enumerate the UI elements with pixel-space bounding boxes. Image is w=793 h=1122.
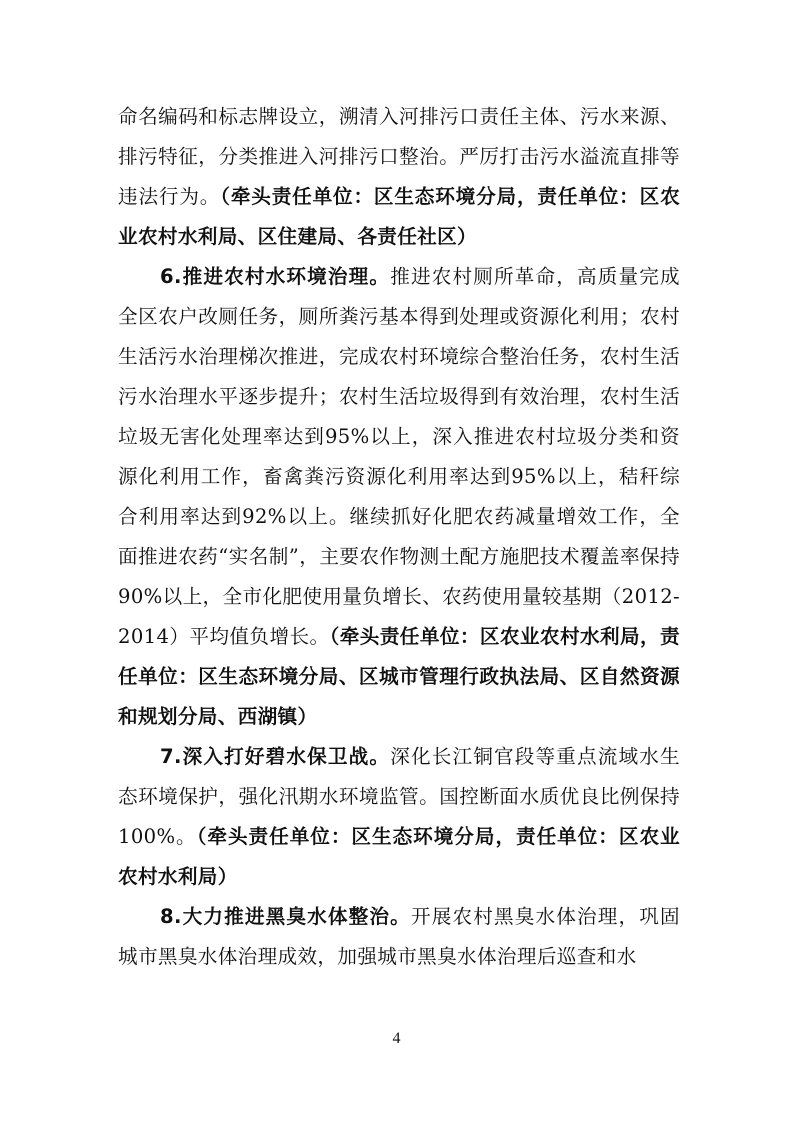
paragraph-clear-water xyxy=(118,737,680,897)
paragraph-rural-water xyxy=(118,257,680,737)
paragraph-text: 推进农村厕所革命，高质量完成全区农户改厕任务，厕所粪污基本得到处理或资源化利用；农村生活污水治理梯次推进，完成农村环境综合整治任务，农村生活污水治理水平逐步提升；农村生活垃圾得到有效治理，农村生活垃圾无害化处理率达到95%以上，深入推进农村垃圾分类和资源化利用工作，畜禽粪污资源化利用率达到95%以上，秸秆综合利用率达到92%以上。继续抓好化肥农药减量增效工作，全面推进农药“实名制”，主要农作物测土配方施肥技术覆盖率保持90%以上，全市化肥使用量负增长、农药使用量较基期（2012-2014）平均值负增长。 xyxy=(118,265,680,648)
paragraph-text: 深化长江铜官段等重点流域水生态环境保护，强化汛期水环境监管。国控断面水质优良比例保持100%。 xyxy=(118,745,680,848)
section-heading: 7.深入打好碧水保卫战。 xyxy=(160,745,391,768)
body-text xyxy=(118,97,680,977)
responsible-units: （牵头责任单位：区农业农村水利局，责任单位：区生态环境分局、区城市管理行政执法局、区自然资源和规划分局、西湖镇） xyxy=(118,625,680,728)
paragraph-text: 命名编码和标志牌设立，溯清入河排污口责任主体、污水来源、排污特征，分类推进入河排污口整治。严厉打击污水溢流直排等违法行为。 xyxy=(118,105,680,208)
responsible-units: （牵头责任单位：区生态环境分局，责任单位：区农业农村水利局、区住建局、各责任社区） xyxy=(118,185,681,248)
paragraph-sewage-outlets xyxy=(118,97,680,257)
responsible-units: （牵头责任单位：区生态环境分局，责任单位：区农业农村水利局） xyxy=(118,825,680,888)
paragraph-text: 开展农村黑臭水体治理，巩固城市黑臭水体治理成效，加强城市黑臭水体治理后巡查和水 xyxy=(118,905,680,968)
section-heading: 6.推进农村水环境治理。 xyxy=(160,265,391,288)
page-number: 4 xyxy=(392,1030,401,1047)
section-heading: 8.大力推进黑臭水体整治。 xyxy=(160,905,411,928)
paragraph-black-odorous-water xyxy=(118,897,680,977)
